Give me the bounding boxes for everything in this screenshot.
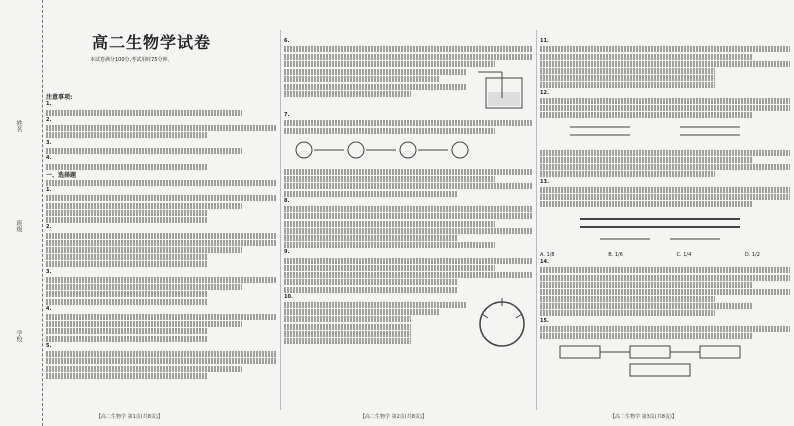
question: 6. (284, 38, 532, 112)
question: 3. (46, 269, 276, 305)
plasmid-figure (472, 294, 532, 350)
question: 11. (540, 38, 790, 88)
notice-item: 4. (46, 155, 52, 162)
notice-item: 1. (46, 101, 52, 108)
option-a: A. 1/8 (540, 251, 555, 258)
column-1 (46, 92, 276, 402)
column-2 (284, 38, 532, 403)
question: 9. (284, 249, 532, 292)
column-3 (540, 38, 790, 403)
question: 14. (540, 259, 790, 317)
section-heading: 一、选择题 (46, 171, 77, 179)
question: 8. (284, 198, 532, 248)
notice-heading: 注意事项: (46, 94, 73, 101)
question: 7. (284, 112, 532, 197)
question: 4. (46, 306, 276, 342)
process-figure (284, 135, 484, 165)
page-footer: 【高二生物学 第3页(共8页)】 (610, 414, 677, 420)
column-divider (280, 30, 281, 410)
question: 5. (46, 343, 276, 379)
notice-item: 3. (46, 139, 52, 146)
pcr-figure (540, 209, 780, 249)
margin-label-name: 姓名 (15, 120, 22, 132)
question: 2. (46, 224, 276, 267)
margin-label-class: 班级 (15, 220, 22, 232)
flowchart-figure (540, 340, 780, 380)
page-footer: 【高二生物学 第1页(共8页)】 (96, 414, 163, 420)
question: 15. (540, 318, 790, 384)
option-b: B. 1/6 (608, 251, 623, 258)
option-d: D. 1/2 (744, 251, 760, 258)
page-footer: 【高二生物学 第2页(共8页)】 (360, 414, 427, 420)
exam-subtitle: 本试卷满分100分,考试用时75分钟。 (90, 57, 173, 63)
exam-title: 高二生物学试卷 (92, 33, 212, 52)
binding-margin (0, 0, 43, 426)
notice-item: 2. (46, 116, 52, 123)
question: 1. (46, 187, 276, 223)
margin-label-school: 学校 (15, 330, 22, 342)
apparatus-figure (472, 68, 532, 112)
question: 13. A. 1/8 B. 1/6 C. 1/4 D. 1/2 (540, 179, 790, 259)
option-c: C. 1/4 (676, 251, 692, 258)
dna-sequence-figure (540, 119, 780, 145)
column-divider (536, 30, 537, 410)
question: 10. (284, 294, 532, 350)
question: 12. (540, 90, 790, 178)
